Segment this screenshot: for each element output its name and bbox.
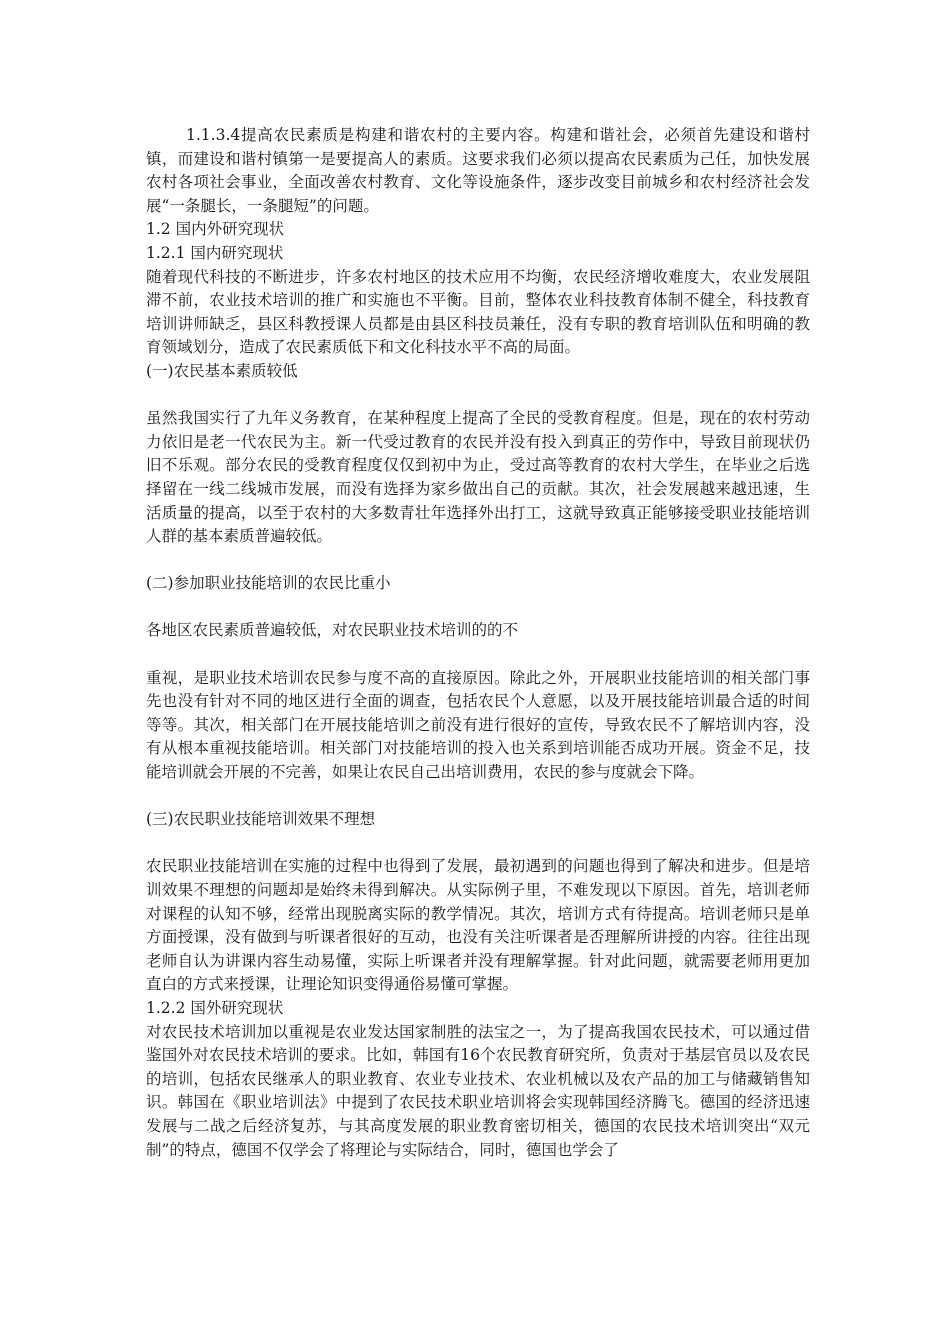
subheading-1: (一)农民基本素质较低 <box>146 361 298 380</box>
paragraph-training-effect: 农民职业技能培训在实施的过程中也得到了发展，最初遇到的问题也得到了解决和进步。但是培训效果不理想的问题却是始终未得到解决。从实际例子里，不难发现以下原因。首先，培训老师对课程的认知不够，经常出现脱离实际的教学情况。其次，培训方式有待提高。培训老师只是单方面授课，没有做到与听课者很好的互动，也没有关注听课者是否理解所讲授的内容。往往出现老师自认为讲课内容生动易懂，实际上听课者并没有理解掌握。针对此问题，就需要老师用更加直白的方式来授课，让理论知识变得通俗易懂可掌握。 <box>146 857 810 994</box>
subheading-3: (三)农民职业技能培训效果不理想 <box>146 810 376 829</box>
paragraph-participation-fragment: 各地区农民素质普遍较低，对农民职业技术培训的的不 <box>146 621 519 640</box>
section-heading-1-2-2: 1.2.2 国外研究现状 <box>146 998 284 1017</box>
section-heading-1-2-1: 1.2.1 国内研究现状 <box>146 243 284 262</box>
section-heading-1-2: 1.2 国内外研究现状 <box>146 220 285 239</box>
paragraph-foreign-status: 对农民技术培训加以重视是农业发达国家制胜的法宝之一，为了提高我国农民技术，可以通过借鉴国外对农民技术培训的要求。比如，韩国有16个农民教育研究所，负责对于基层官员以及农民的培训，包括农民继承人的职业教育、农业专业技术、农业机械以及农产品的加工与储藏销售知识。韩国在《职业培训法》中提到了农民技术职业培训将会实现韩国经济腾飞。德国的经济迅速发展与二战之后经济复苏，与其高度发展的职业教育密切相关，德国的农民技术培训突出“双元制”的特点，德国不仅学会了将理论与实际结合，同时，德国也学会了 <box>146 1022 810 1159</box>
paragraph-participation: 重视，是职业技术培训农民参与度不高的直接原因。除此之外，开展职业技能培训的相关部门事先也没有针对不同的地区进行全面的调查，包括农民个人意愿，以及开展技能培训最合适的时间等等。其次，相关部门在开展技能培训之前没有进行很好的宣传，导致农民不了解培训内容，没有从根本重视技能培训。相关部门对技能培训的投入也关系到培训能否成功开展。资金不足，技能培训就会开展的不完善，如果让农民自己出培训费用，农民的参与度就会下降。 <box>146 668 810 782</box>
paragraph-intro: 1.1.3.4提高农民素质是构建和谐农村的主要内容。构建和谐社会，必须首先建设和谐村镇，而建设和谐村镇第一是要提高人的素质。这要求我们必须以提高农民素质为己任，加快发展农村各项社会事业，全面改善农村教育、文化等设施条件，逐步改变目前城乡和农村经济社会发展“一条腿长，一条腿短”的问题。 <box>146 126 810 215</box>
document-page <box>146 124 810 1162</box>
subheading-2: (二)参加职业技能培训的农民比重小 <box>146 574 391 593</box>
paragraph-basic-quality: 虽然我国实行了九年义务教育，在某种程度上提高了全民的受教育程度。但是，现在的农村劳动力依旧是老一代农民为主。新一代受过教育的农民并没有投入到真正的劳作中，导致目前现状仍旧不乐观。部分农民的受教育程度仅仅到初中为止，受过高等教育的农村大学生，在毕业之后选择留在一线二线城市发展，而没有选择为家乡做出自己的贡献。其次，社会发展越来越迅速，生活质量的提高，以至于农村的大多数青壮年选择外出打工，这就导致真正能够接受职业技能培训人群的基本素质普遍较低。 <box>146 409 810 546</box>
paragraph-domestic-status: 随着现代科技的不断进步，许多农村地区的技术应用不均衡，农民经济增收难度大，农业发展阻滞不前，农业技术培训的推广和实施也不平衡。目前，整体农业科技教育体制不健全，科技教育培训讲师缺乏，县区科教授课人员都是由县区科技员兼任，没有专职的教育培训队伍和明确的教育领域划分，造成了农民素质低下和文化科技水平不高的局面。 <box>146 267 810 357</box>
